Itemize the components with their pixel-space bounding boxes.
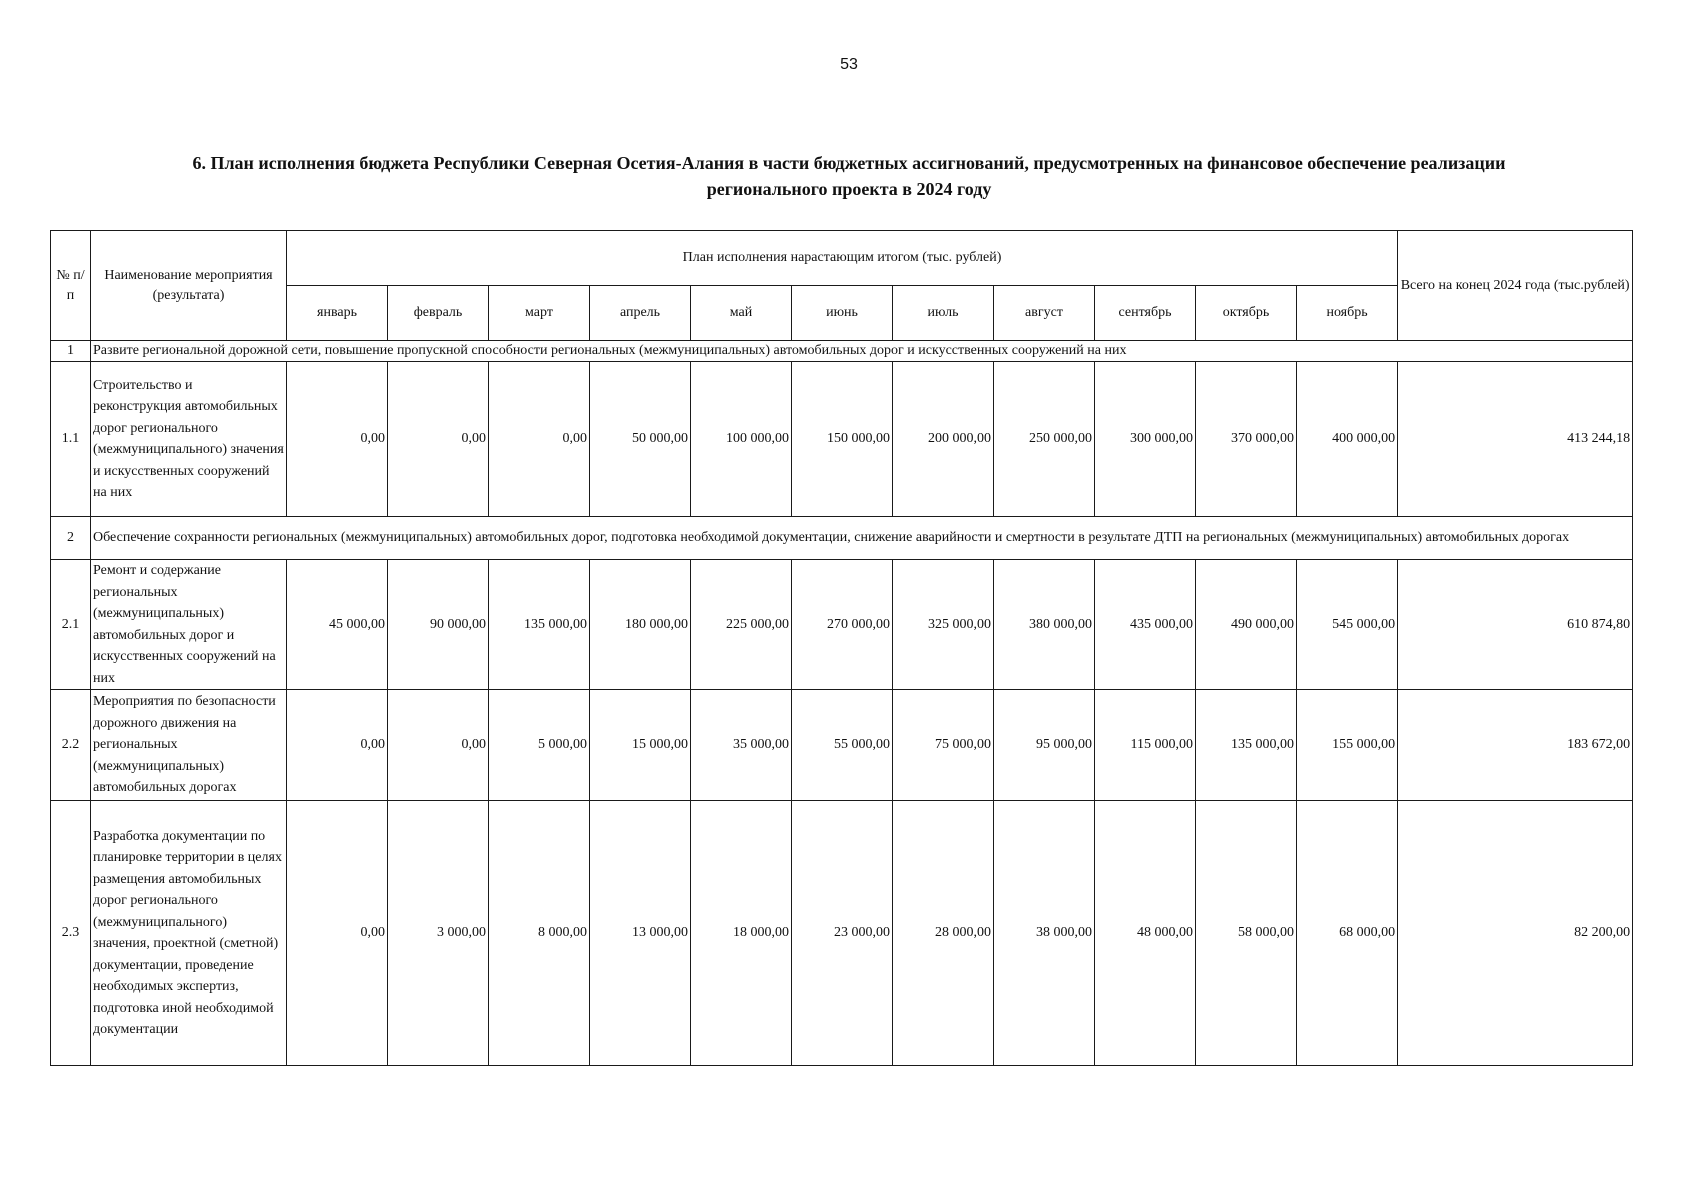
row-value: 150 000,00 xyxy=(792,362,893,517)
table-row xyxy=(51,560,1633,690)
row-value: 45 000,00 xyxy=(287,560,388,690)
row-value: 100 000,00 xyxy=(691,362,792,517)
row-value: 15 000,00 xyxy=(590,690,691,801)
document-title xyxy=(60,150,1638,202)
header-month: март xyxy=(489,286,590,341)
page-number: 53 xyxy=(840,56,858,73)
row-value: 370 000,00 xyxy=(1196,362,1297,517)
header-month: февраль xyxy=(388,286,489,341)
row-value: 38 000,00 xyxy=(994,801,1095,1066)
header-month: май xyxy=(691,286,792,341)
header-name: Наименование мероприятия (результата) xyxy=(91,231,287,341)
row-value: 75 000,00 xyxy=(893,690,994,801)
table-row xyxy=(51,362,1633,517)
row-value: 58 000,00 xyxy=(1196,801,1297,1066)
row-value: 0,00 xyxy=(287,801,388,1066)
table-row xyxy=(51,801,1633,1066)
budget-plan-table xyxy=(50,230,1633,1066)
section-num: 2 xyxy=(51,517,91,560)
section-row xyxy=(51,517,1633,560)
row-name: Мероприятия по безопасности дорожного движения на региональных (межмуниципальных) автомобильных дорогах xyxy=(91,690,287,801)
row-value: 135 000,00 xyxy=(489,560,590,690)
row-value: 55 000,00 xyxy=(792,690,893,801)
row-value: 325 000,00 xyxy=(893,560,994,690)
row-value: 155 000,00 xyxy=(1297,690,1398,801)
row-value: 48 000,00 xyxy=(1095,801,1196,1066)
row-total: 610 874,80 xyxy=(1398,560,1633,690)
row-value: 28 000,00 xyxy=(893,801,994,1066)
row-value: 400 000,00 xyxy=(1297,362,1398,517)
row-value: 200 000,00 xyxy=(893,362,994,517)
row-value: 95 000,00 xyxy=(994,690,1095,801)
row-value: 68 000,00 xyxy=(1297,801,1398,1066)
table-row xyxy=(51,690,1633,801)
row-value: 0,00 xyxy=(489,362,590,517)
row-value: 225 000,00 xyxy=(691,560,792,690)
row-value: 135 000,00 xyxy=(1196,690,1297,801)
row-value: 0,00 xyxy=(388,690,489,801)
row-num: 2.1 xyxy=(51,560,91,690)
row-value: 35 000,00 xyxy=(691,690,792,801)
row-value: 50 000,00 xyxy=(590,362,691,517)
row-name: Ремонт и содержание региональных (межмуниципальных) автомобильных дорог и искусственных сооружений на них xyxy=(91,560,287,690)
row-total: 183 672,00 xyxy=(1398,690,1633,801)
header-row-top xyxy=(51,231,1633,286)
row-value: 250 000,00 xyxy=(994,362,1095,517)
row-value: 0,00 xyxy=(388,362,489,517)
row-value: 270 000,00 xyxy=(792,560,893,690)
header-plan: План исполнения нарастающим итогом (тыс. рублей) xyxy=(287,231,1398,286)
header-month: август xyxy=(994,286,1095,341)
header-month: январь xyxy=(287,286,388,341)
header-month: сентябрь xyxy=(1095,286,1196,341)
row-num: 2.3 xyxy=(51,801,91,1066)
row-value: 300 000,00 xyxy=(1095,362,1196,517)
header-month: ноябрь xyxy=(1297,286,1398,341)
header-total: Всего на конец 2024 года (тыс.рублей) xyxy=(1398,231,1633,341)
row-value: 18 000,00 xyxy=(691,801,792,1066)
row-value: 0,00 xyxy=(287,362,388,517)
row-value: 13 000,00 xyxy=(590,801,691,1066)
section-num: 1 xyxy=(51,341,91,362)
section-row xyxy=(51,341,1633,362)
row-total: 413 244,18 xyxy=(1398,362,1633,517)
row-value: 90 000,00 xyxy=(388,560,489,690)
header-month: октябрь xyxy=(1196,286,1297,341)
row-value: 435 000,00 xyxy=(1095,560,1196,690)
row-name: Разработка документации по планировке территории в целях размещения автомобильных дорог регионального (межмуниципального) значения, проектной (сметной) документации, проведение необходимых экспертиз, подготовка иной необходимой документации xyxy=(91,801,287,1066)
section-name: Обеспечение сохранности региональных (межмуниципальных) автомобильных дорог, подготовка необходимой документации, снижение аварийности и смертности в результате ДТП на региональных (межмуниципальных) автомобильных дорогах xyxy=(91,517,1633,560)
header-month: апрель xyxy=(590,286,691,341)
header-month: июнь xyxy=(792,286,893,341)
row-num: 1.1 xyxy=(51,362,91,517)
title-line-2: регионального проекта в 2024 году xyxy=(706,179,992,199)
row-value: 3 000,00 xyxy=(388,801,489,1066)
title-line-1: 6. План исполнения бюджета Республики Северная Осетия-Алания в части бюджетных ассигнований, предусмотренных на финансовое обеспечение реализации xyxy=(192,153,1506,173)
row-value: 115 000,00 xyxy=(1095,690,1196,801)
header-row-months xyxy=(51,286,1633,341)
header-num: № п/п xyxy=(51,231,91,341)
row-value: 490 000,00 xyxy=(1196,560,1297,690)
row-num: 2.2 xyxy=(51,690,91,801)
row-value: 23 000,00 xyxy=(792,801,893,1066)
row-name: Строительство и реконструкция автомобильных дорог регионального (межмуниципального) значения и искусственных сооружений на них xyxy=(91,362,287,517)
row-value: 180 000,00 xyxy=(590,560,691,690)
row-value: 5 000,00 xyxy=(489,690,590,801)
row-value: 545 000,00 xyxy=(1297,560,1398,690)
section-name: Развите региональной дорожной сети, повышение пропускной способности региональных (межмуниципальных) автомобильных дорог и искусственных сооружений на них xyxy=(91,341,1633,362)
row-value: 0,00 xyxy=(287,690,388,801)
header-month: июль xyxy=(893,286,994,341)
row-value: 380 000,00 xyxy=(994,560,1095,690)
row-value: 8 000,00 xyxy=(489,801,590,1066)
row-total: 82 200,00 xyxy=(1398,801,1633,1066)
